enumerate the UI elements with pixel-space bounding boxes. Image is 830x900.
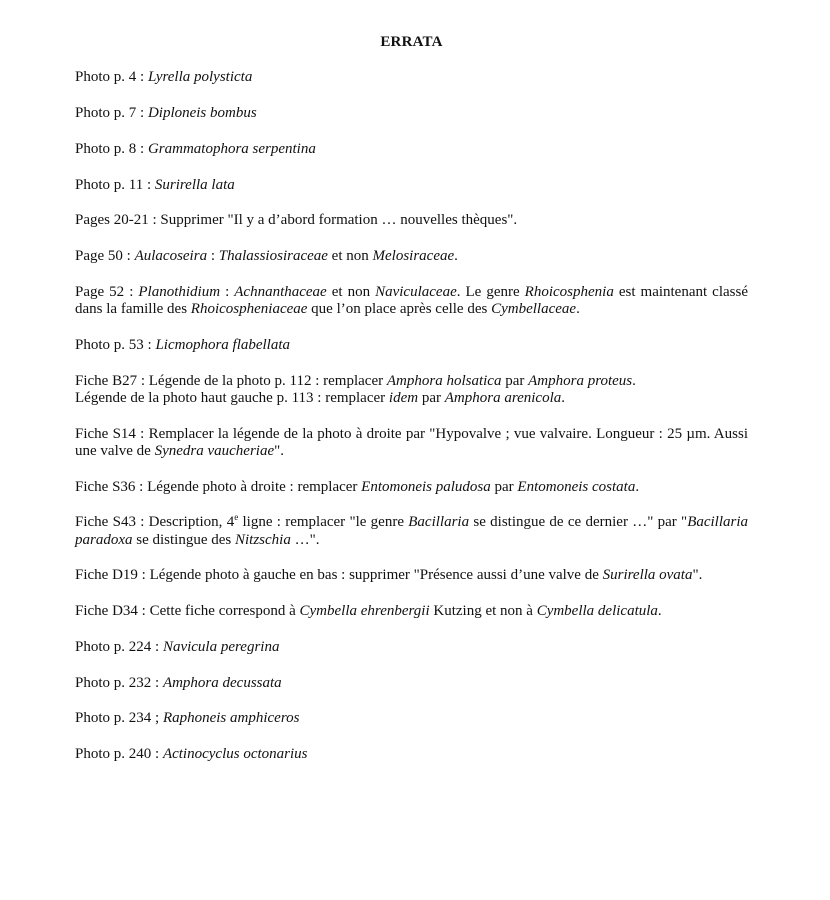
taxon-name: Surirella ovata	[602, 567, 693, 584]
erratum-fiche-d34	[75, 603, 748, 620]
erratum-text: Kutzing et non à	[429, 603, 537, 619]
erratum-text: Photo p. 224 :	[75, 638, 163, 655]
erratum-text: Page 50 :	[75, 248, 135, 264]
erratum-fiche-s36	[75, 479, 748, 496]
erratum-text: et non	[326, 283, 376, 300]
erratum-text: ligne : remplacer "le genre	[238, 514, 409, 531]
erratum-text: Photo p. 4 :	[75, 69, 148, 86]
erratum-text: est maintenant classé dans la famille des	[75, 283, 748, 317]
taxon-name: Grammatophora serpentina	[147, 140, 316, 157]
erratum-text: ".	[274, 442, 284, 459]
erratum-text: Pages 20-21 : Supprimer "Il y a d’abord formation … nouvelles thèques".	[75, 212, 518, 229]
erratum-photo-p4	[75, 69, 748, 86]
taxon-name: Diploneis bombus	[147, 105, 257, 121]
erratum-photo-p224	[75, 639, 748, 656]
erratum-text: :	[207, 248, 219, 264]
taxon-name: Nitzschia	[235, 531, 291, 548]
erratum-photo-p232	[75, 675, 748, 692]
taxon-name: Navicula peregrina	[162, 638, 280, 655]
erratum-text: .	[561, 389, 565, 406]
erratum-fiche-s43	[75, 514, 748, 549]
erratum-text: .	[632, 372, 636, 389]
erratum-text: Photo p. 240 :	[75, 746, 163, 762]
erratum-text: par	[418, 389, 445, 406]
taxon-name: Melosiraceae	[372, 248, 455, 264]
erratum-text: Fiche S43 : Description, 4	[75, 514, 235, 531]
erratum-line	[75, 373, 748, 390]
taxon-name: Rhoicosphenia	[524, 283, 614, 300]
taxon-name: Synedra vaucheriae	[154, 442, 275, 459]
taxon-name: Amphora decussata	[162, 674, 282, 691]
erratum-text: .	[635, 478, 640, 495]
erratum-text: Fiche D34 : Cette fiche correspond à	[75, 603, 300, 619]
erratum-fiche-b27	[75, 373, 748, 408]
taxon-name: Rhoicospheniaceae	[190, 301, 308, 317]
erratum-text: par	[490, 478, 518, 495]
taxon-name: Bacillaria	[408, 514, 470, 531]
taxon-name: Cymbellaceae	[491, 301, 577, 317]
erratum-text: Légende de la photo haut gauche p. 113 : remplacer	[75, 389, 389, 406]
erratum-photo-p7	[75, 105, 748, 122]
taxon-name: Amphora holsatica	[386, 372, 502, 389]
erratum-text: Fiche S36 : Légende photo à droite : remplacer	[75, 478, 362, 495]
taxon-name: Raphoneis amphiceros	[162, 710, 300, 727]
taxon-name: Planothidium	[138, 283, 221, 300]
erratum-text: se distingue des	[132, 531, 235, 548]
taxon-name: Actinocyclus octonarius	[162, 746, 308, 762]
erratum-text: Photo p. 8 :	[75, 140, 148, 157]
ordinal-superscript: e	[234, 512, 239, 523]
erratum-photo-p234	[75, 710, 748, 727]
erratum-text: par	[501, 372, 529, 389]
erratum-fiche-d19	[75, 567, 748, 584]
erratum-photo-p8	[75, 141, 748, 158]
erratum-text: .	[576, 301, 580, 317]
taxon-name: Cymbella delicatula	[536, 603, 658, 619]
erratum-text: Page 52 :	[75, 283, 139, 300]
taxon-name: Achnanthaceae	[234, 283, 327, 300]
erratum-text: …".	[290, 531, 320, 548]
erratum-text: Photo p. 53 :	[75, 336, 156, 353]
erratum-photo-p240	[75, 746, 748, 763]
taxon-name: Surirella lata	[154, 176, 235, 193]
erratum-text: Photo p. 11 :	[75, 176, 155, 193]
taxon-name: Thalassiosiraceae	[218, 248, 328, 264]
taxon-name: Aulacoseira	[134, 248, 208, 264]
taxon-name: Amphora arenicola	[444, 389, 562, 406]
erratum-text: .	[657, 603, 662, 619]
taxon-name: Naviculaceae	[375, 283, 457, 300]
erratum-page-50	[75, 248, 748, 265]
taxon-name: Entomoneis costata	[517, 478, 636, 495]
erratum-photo-p11	[75, 177, 748, 194]
taxon-name: Lyrella polysticta	[147, 69, 253, 86]
erratum-text: . Le genre	[456, 283, 525, 300]
page-title: ERRATA	[380, 34, 443, 50]
erratum-text: et non	[327, 248, 373, 264]
erratum-text: se distingue de ce dernier …" par "	[469, 514, 688, 531]
taxon-name: Licmophora flabellata	[155, 336, 291, 353]
erratum-text: que l’on place après celle des	[307, 301, 492, 317]
erratum-text: Photo p. 234 ;	[75, 710, 163, 727]
erratum-text: Photo p. 7 :	[75, 105, 148, 121]
erratum-text: ".	[692, 567, 703, 584]
taxon-name: Cymbella ehrenbergii	[299, 603, 430, 619]
erratum-page-52	[75, 284, 748, 319]
erratum-photo-p53	[75, 337, 748, 354]
taxon-name: Amphora proteus	[528, 372, 633, 389]
erratum-line	[75, 390, 748, 407]
erratum-text: Fiche B27 : Légende de la photo p. 112 : remplacer	[75, 372, 387, 389]
erratum-text: :	[220, 283, 235, 300]
erratum-text: Fiche D19 : Légende photo à gauche en bas : supprimer "Présence aussi d’une valve de	[75, 567, 603, 584]
taxon-name: Bacillaria paradoxa	[75, 514, 749, 548]
erratum-text: Fiche S14 : Remplacer la légende de la photo à droite par "Hypovalve ; vue valvaire. Longueur : 25 µm. Aussi une valve de	[75, 425, 748, 459]
emphasis: idem	[388, 389, 419, 406]
erratum-text: Photo p. 232 :	[75, 674, 163, 691]
erratum-fiche-s14	[75, 426, 748, 461]
taxon-name: Entomoneis paludosa	[361, 478, 491, 495]
erratum-text: .	[454, 248, 458, 264]
erratum-pages-20-21	[75, 212, 748, 229]
